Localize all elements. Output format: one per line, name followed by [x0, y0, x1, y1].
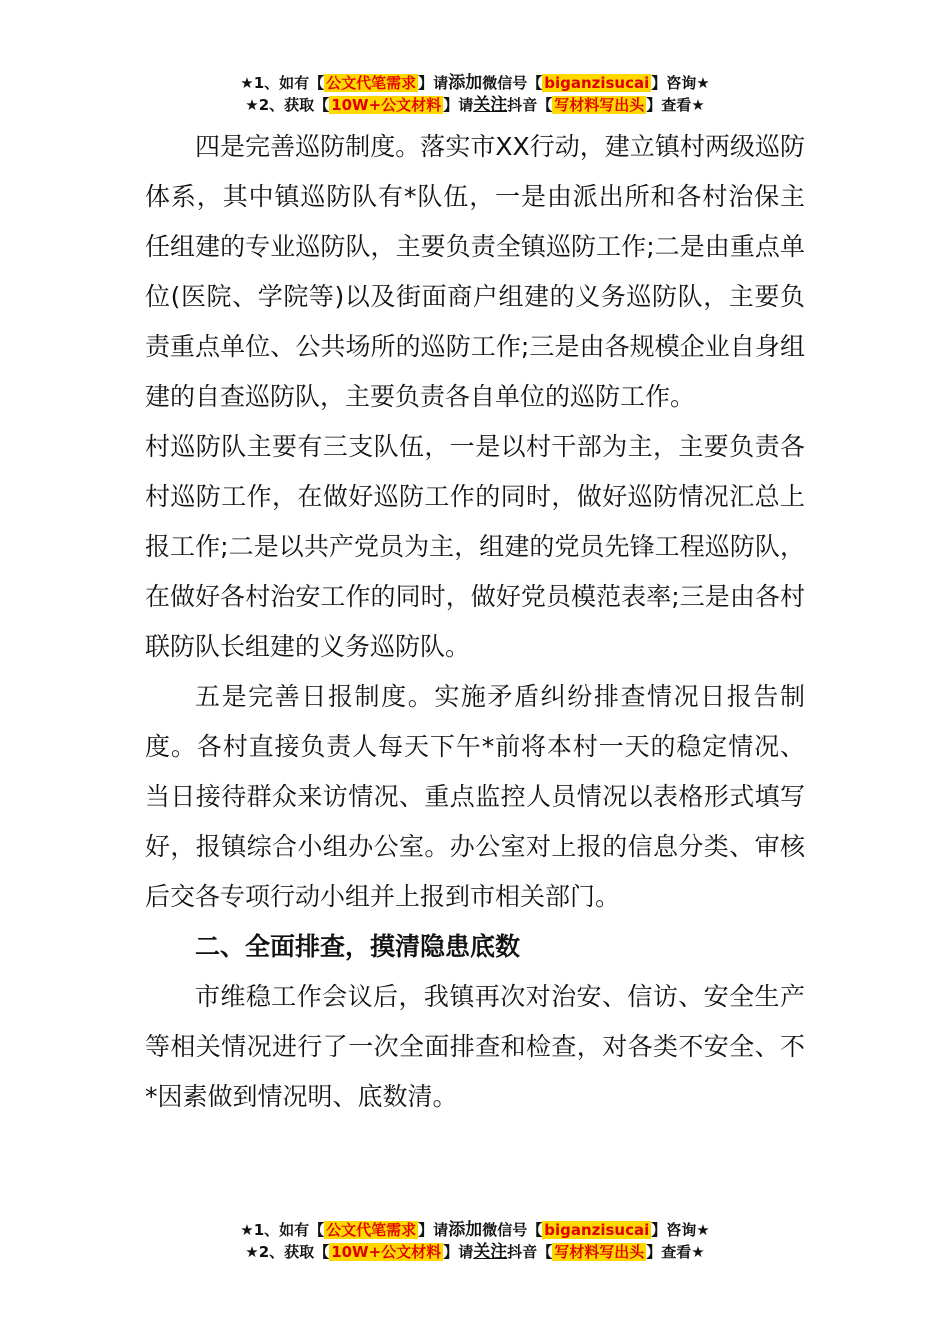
paragraph-daily-report: 五是完善日报制度。实施矛盾纠纷排查情况日报告制度。各村直接负责人每天下午*前将本村一天的稳定情况、当日接待群众来访情况、重点监控人员情况以表格形式填写好，报镇综合小组办公室。办公室对上报的信息分类、审核后交各专项行动小组并上报到市相关部门。 [145, 682, 805, 911]
paragraph-investigation: 市维稳工作会议后，我镇再次对治安、信访、安全生产等相关情况进行了一次全面排查和检查，对各类不安全、不*因素做到情况明、底数清。 [145, 982, 805, 1111]
promo-banner-top [0, 72, 950, 116]
paragraph-village-patrol: 村巡防队主要有三支队伍，一是以村干部为主，主要负责各村巡防工作，在做好巡防工作的同时，做好巡防情况汇总上报工作;二是以共产党员为主，组建的党员先锋工程巡防队，在做好各村治安工作的同时，做好党员模范表率;三是由各村联防队长组建的义务巡防队。 [145, 432, 805, 661]
promo-line-1: ★1、如有【 公文代笔需求 】请添加微信号【 biganzisucai 】咨询★ [240, 73, 710, 93]
highlight-materials: 10W+公文材料 [331, 1243, 442, 1261]
document-body [145, 122, 805, 1122]
promo-line-2: ★2、获取【 10W+公文材料 】请关注抖音【 写材料写出头 】查看★ [245, 1242, 705, 1262]
paragraph-patrol-system: 四是完善巡防制度。落实市XX行动，建立镇村两级巡防体系，其中镇巡防队有*队伍，一是由派出所和各村治保主任组建的专业巡防队，主要负责全镇巡防工作;二是由重点单位(医院、学院等)以及街面商户组建的义务巡防队，主要负责重点单位、公共场所的巡防工作;三是由各规模企业自身组建的自查巡防队，主要负责各自单位的巡防工作。 [145, 132, 805, 411]
highlight-douyin-account: 写材料写出头 [554, 1243, 645, 1261]
promo-banner-bottom [0, 1219, 950, 1263]
section-heading: 二、全面排查，摸清隐患底数 [195, 932, 521, 961]
highlight-wechat-id: biganzisucai [544, 74, 650, 92]
highlight-douyin-account: 写材料写出头 [554, 96, 645, 114]
highlight-materials: 10W+公文材料 [331, 96, 442, 114]
highlight-ghostwriting: 公文代笔需求 [326, 1221, 417, 1239]
promo-line-2: ★2、获取【 10W+公文材料 】请关注抖音【 写材料写出头 】查看★ [245, 95, 705, 115]
highlight-wechat-id: biganzisucai [544, 1221, 650, 1239]
highlight-ghostwriting: 公文代笔需求 [326, 74, 417, 92]
promo-line-1: ★1、如有【 公文代笔需求 】请添加微信号【 biganzisucai 】咨询★ [240, 1220, 710, 1240]
